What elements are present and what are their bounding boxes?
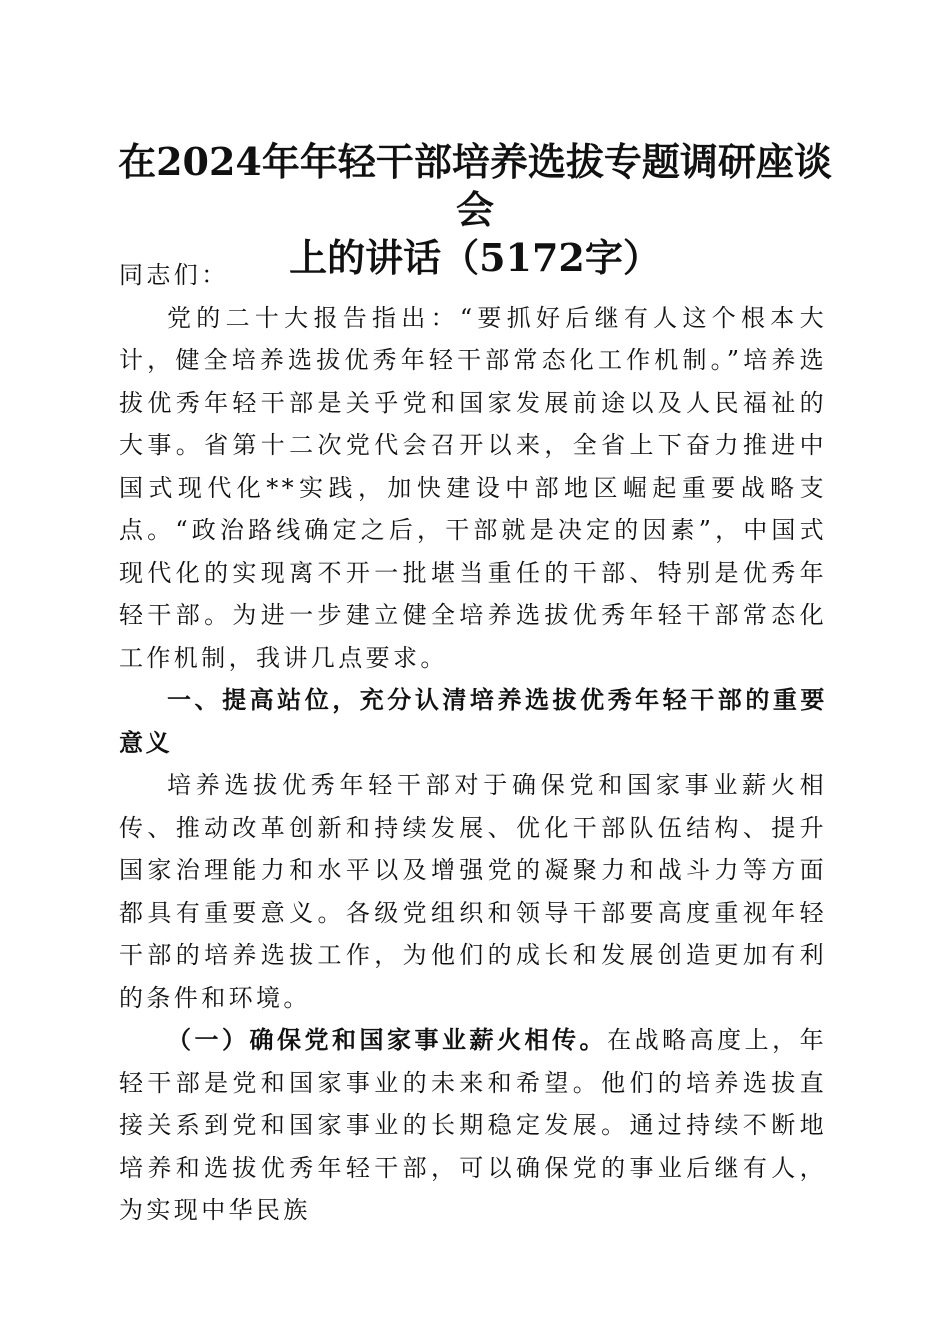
salutation: 同志们： — [119, 261, 229, 289]
title-line-2: 上的讲话（5172字） — [289, 235, 661, 280]
document-body — [119, 254, 827, 1232]
subsection-1-heading: （一）确保党和国家事业薪火相传。 — [167, 1025, 608, 1054]
title-line-1: 在2024年年轻干部培养选拔专题调研座谈会 — [118, 139, 832, 232]
paragraph-intro: 党的二十大报告指出：“要抓好后继有人这个根本大计，健全培养选拔优秀年轻干部常态化工作机制。”培养选拔优秀年轻干部是关乎党和国家发展前途以及人民福祉的大事。省第十二次党代会召开以来，全省上下奋力推进中国式现代化**实践，加快建设中部地区崛起重要战略支点。“政治路线确定之后，干部就是决定的因素”，中国式现代化的实现离不开一批堪当重任的干部、特别是优秀年轻干部。为进一步建立健全培养选拔优秀年轻干部常态化工作机制，我讲几点要求。 — [119, 303, 827, 672]
paragraph-subsection-1 — [119, 1019, 827, 1232]
section-heading-1: 一、提高站位，充分认清培养选拔优秀年轻干部的重要意义 — [119, 686, 827, 757]
paragraph-section-1: 培养选拔优秀年轻干部对于确保党和国家事业薪火相传、推动改革创新和持续发展、优化干部队伍结构、提升国家治理能力和水平以及增强党的凝聚力和战斗力等方面都具有重要意义。各级党组织和领导干部要高度重视年轻干部的培养选拔工作，为他们的成长和发展创造更加有利的条件和环境。 — [119, 771, 827, 1012]
subsection-1-text: 在战略高度上，年轻干部是党和国家事业的未来和希望。他们的培养选拔直接关系到党和国家事业的长期稳定发展。通过持续不断地培养和选拔优秀年轻干部，可以确保党的事业后继有人，为实现中华民族 — [119, 1026, 827, 1224]
